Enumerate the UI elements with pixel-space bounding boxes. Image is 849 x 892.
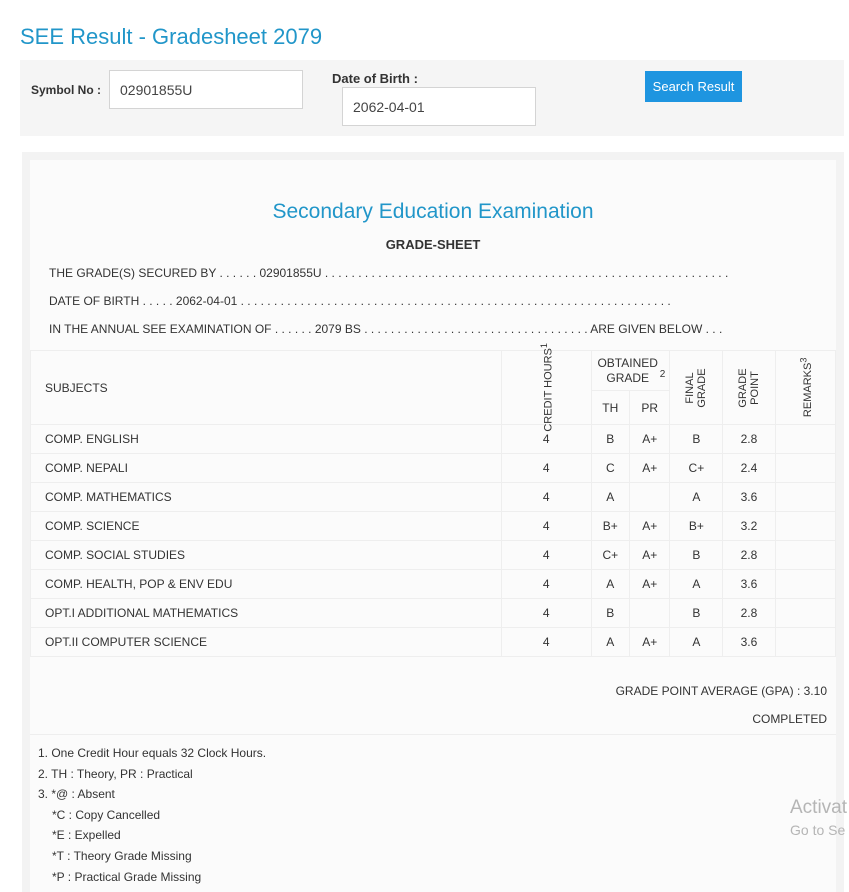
notes-divider (30, 734, 836, 735)
theory-grade-cell: C+ (591, 541, 629, 570)
result-status: COMPLETED (752, 712, 827, 726)
grade-sheet-title: GRADE-SHEET (385, 237, 481, 252)
exam-line: IN THE ANNUAL SEE EXAMINATION OF . . . . . . 2079 BS . . . . . . . . . . . . . . . . . . . . . . . . . . . . . . . . . . ARE GIVEN BELOW . . . (49, 322, 723, 336)
subject-cell: COMP. SCIENCE (31, 512, 502, 541)
header-subjects: SUBJECTS (31, 351, 502, 425)
practical-grade-cell: A+ (630, 454, 670, 483)
theory-grade-cell: A (591, 570, 629, 599)
credit-hours-cell: 4 (501, 454, 591, 483)
footnote-item: *P : Practical Grade Missing (52, 869, 202, 884)
page-title: SEE Result - Gradesheet 2079 (20, 24, 323, 49)
practical-grade-cell (630, 483, 670, 512)
grade-point-cell: 2.8 (723, 599, 775, 628)
final-grade-cell: B (670, 541, 723, 570)
gradesheet-container (22, 152, 844, 892)
footnote-item: *T : Theory Grade Missing (52, 848, 192, 863)
final-grade-cell: A (670, 628, 723, 657)
subject-cell: COMP. HEALTH, POP & ENV EDU (31, 570, 502, 599)
practical-grade-cell: A+ (630, 512, 670, 541)
search-result-button[interactable]: Search Result (645, 71, 742, 102)
theory-grade-cell: B (591, 425, 629, 454)
table-row (31, 570, 836, 599)
header-grade-point: GRADE POINT (723, 351, 775, 425)
remarks-cell (775, 425, 836, 454)
final-grade-cell: B+ (670, 512, 723, 541)
header-th: TH (591, 391, 629, 425)
grade-point-cell: 2.4 (723, 454, 775, 483)
grade-point-cell: 3.2 (723, 512, 775, 541)
activation-watermark (790, 797, 847, 841)
footnotes (38, 743, 266, 887)
table-row (31, 454, 836, 483)
header-remarks: REMARKS$^3$ (775, 351, 836, 425)
subject-cell: OPT.II COMPUTER SCIENCE (31, 628, 502, 657)
theory-grade-cell: B+ (591, 512, 629, 541)
footnote-item: 1. One Credit Hour equals 32 Clock Hours. (38, 746, 267, 760)
subject-cell: COMP. NEPALI (31, 454, 502, 483)
symbol-input[interactable] (109, 70, 303, 109)
header-final-grade: FINAL GRADE (670, 351, 723, 425)
theory-grade-cell: A (591, 483, 629, 512)
footnote-item: *E : Expelled (52, 828, 121, 843)
footnote-item: 2. TH : Theory, PR : Practical (38, 766, 193, 781)
credit-hours-cell: 4 (501, 570, 591, 599)
credit-hours-cell: 4 (501, 599, 591, 628)
credit-hours-cell: 4 (501, 541, 591, 570)
theory-grade-cell: C (591, 454, 629, 483)
credit-hours-cell: 4 (501, 425, 591, 454)
grade-point-cell: 2.8 (723, 425, 775, 454)
credit-hours-cell: 4 (501, 512, 591, 541)
subject-cell: COMP. MATHEMATICS (31, 483, 502, 512)
practical-grade-cell: A+ (630, 570, 670, 599)
final-grade-cell: A (670, 483, 723, 512)
exam-title: Secondary Education Examination (272, 200, 594, 223)
symbol-label: Symbol No : (31, 83, 102, 97)
footnote-item: *C : Copy Cancelled (52, 807, 161, 822)
search-panel (20, 60, 844, 136)
remarks-cell (775, 541, 836, 570)
table-row (31, 599, 836, 628)
dob-input[interactable] (342, 87, 536, 126)
subject-cell: COMP. ENGLISH (31, 425, 502, 454)
remarks-cell (775, 483, 836, 512)
gradesheet (30, 160, 836, 892)
table-row (31, 483, 836, 512)
credit-hours-cell: 4 (501, 628, 591, 657)
dob-line: DATE OF BIRTH . . . . . 2062-04-01 . . . . . . . . . . . . . . . . . . . . . . . . . . . . . . . . . . . . . . . . . . . . . . . . . . . . . . . . . . . . . . . . . (49, 294, 671, 308)
watermark-line-1: Activat (790, 797, 848, 818)
dob-label: Date of Birth : (332, 71, 418, 86)
final-grade-cell: B (670, 425, 723, 454)
table-row (31, 425, 836, 454)
grade-point-cell: 3.6 (723, 628, 775, 657)
header-obtained-grade: OBTAINED GRADE $^2$ (591, 351, 670, 391)
final-grade-cell: A (670, 570, 723, 599)
table-row (31, 512, 836, 541)
grade-point-cell: 3.6 (723, 483, 775, 512)
credit-hours-cell: 4 (501, 483, 591, 512)
gpa-summary: GRADE POINT AVERAGE (GPA) : 3.10 (615, 684, 827, 698)
remarks-cell (775, 512, 836, 541)
remarks-cell (775, 628, 836, 657)
grade-point-cell: 3.6 (723, 570, 775, 599)
practical-grade-cell: A+ (630, 628, 670, 657)
practical-grade-cell: A+ (630, 425, 670, 454)
practical-grade-cell (630, 599, 670, 628)
practical-grade-cell: A+ (630, 541, 670, 570)
table-row (31, 628, 836, 657)
grade-point-cell: 2.8 (723, 541, 775, 570)
header-credit-hours: CREDIT HOURS$^1$ (501, 351, 591, 425)
theory-grade-cell: B (591, 599, 629, 628)
header-pr: PR (630, 391, 670, 425)
secured-by-line: THE GRADE(S) SECURED BY . . . . . . 02901855U . . . . . . . . . . . . . . . . . . . . . . . . . . . . . . . . . . . . . . . . . . . . . . . . . . . . . . . . . . . . . (49, 266, 729, 280)
subject-cell: OPT.I ADDITIONAL MATHEMATICS (31, 599, 502, 628)
footnote-item: 3. *@ : Absent (38, 787, 115, 802)
remarks-cell (775, 599, 836, 628)
theory-grade-cell: A (591, 628, 629, 657)
subject-cell: COMP. SOCIAL STUDIES (31, 541, 502, 570)
final-grade-cell: B (670, 599, 723, 628)
watermark-line-2: Go to Se (790, 822, 846, 838)
final-grade-cell: C+ (670, 454, 723, 483)
remarks-cell (775, 570, 836, 599)
remarks-cell (775, 454, 836, 483)
grades-table (30, 343, 836, 657)
table-row (31, 541, 836, 570)
